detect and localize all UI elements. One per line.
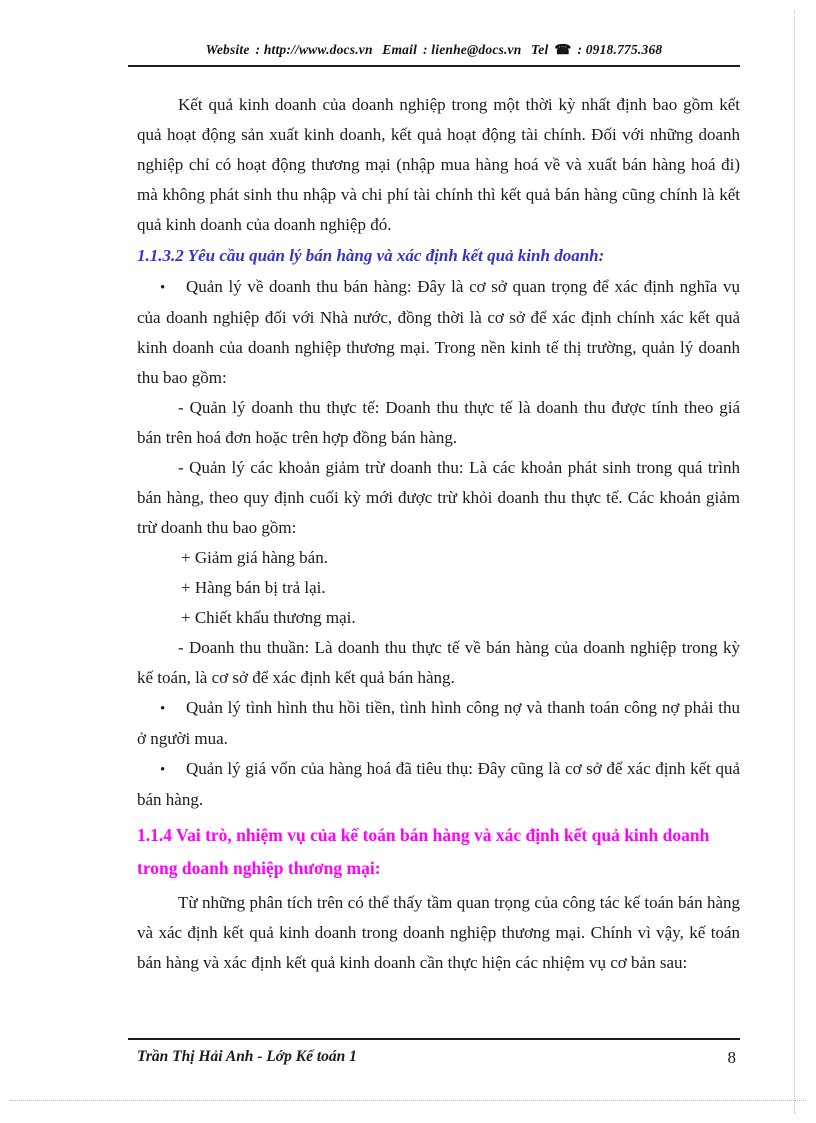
bullet-icon: • xyxy=(160,280,166,296)
tel-value: : 0918.775.368 xyxy=(577,42,663,57)
plus-item-trade-discount: + Chiết khấu thương mại. xyxy=(181,608,356,627)
dash-item-net-revenue: - Doanh thu thuần: Là doanh thu thực tế về bán hàng của doanh nghiệp trong kỳ kế toán, là cơ sở để xác định kết quả bán hàng. xyxy=(137,638,740,687)
page-header xyxy=(128,42,740,67)
section-heading-1-1-3-2: 1.1.3.2 Yêu cầu quản lý bán hàng và xác định kết quả kinh doanh: xyxy=(137,246,605,265)
footer-author: Trần Thị Hải Anh - Lớp Kế toán 1 xyxy=(137,1048,357,1065)
dash-item-revenue-deductions: - Quản lý các khoản giảm trừ doanh thu: Là các khoản phát sinh trong quá trình bán hàng, theo quy định cuối kỳ mới được trừ khỏi doanh thu thực tế. Các khoản giảm trừ doanh thu bao gồm: xyxy=(137,458,740,537)
bullet-icon: • xyxy=(160,701,166,717)
page-boundary-bottom xyxy=(10,1100,806,1101)
bullet-item-revenue-management xyxy=(137,272,740,393)
website-value: : http://www.docs.vn xyxy=(255,42,373,57)
document-body xyxy=(137,90,740,978)
email-label: Email xyxy=(382,42,418,57)
tel-label: Tel xyxy=(531,42,549,57)
bullet-item-debt-collection xyxy=(137,693,740,754)
email-value: : lienhe@docs.vn xyxy=(423,42,522,57)
phone-icon: ☎ xyxy=(554,42,572,57)
bullet-icon: • xyxy=(160,762,166,778)
paragraph-tasks-intro: Từ những phân tích trên có thể thấy tầm quan trọng của công tác kế toán bán hàng và xác định kết quả kinh doanh trong doanh nghiệp thương mại. Chính vì vậy, kế toán bán hàng và xác định kết quả kinh doanh cần thực hiện các nhiệm vụ cơ bản sau: xyxy=(137,893,740,972)
dash-item-actual-revenue: - Quản lý doanh thu thực tế: Doanh thu thực tế là doanh thu được tính theo giá bán trên hoá đơn hoặc trên hợp đồng bán hàng. xyxy=(137,398,740,447)
website-label: Website xyxy=(205,42,250,57)
section-heading-1-1-4: 1.1.4 Vai trò, nhiệm vụ của kế toán bán hàng và xác định kết quả kinh doanh trong doanh nghiệp thương mại: xyxy=(137,825,710,878)
bullet-item-cost-of-goods xyxy=(137,754,740,815)
paragraph-intro: Kết quả kinh doanh của doanh nghiệp trong một thời kỳ nhất định bao gồm kết quả hoạt động sản xuất kinh doanh, kết quả hoạt động tài chính. Đối với những doanh nghiệp chỉ có hoạt động thương mại (nhập mua hàng hoá về và xuất bán hàng hoá đi) mà không phát sinh thu nhập và chi phí tài chính thì kết quả bán hàng cũng chính là kết quả kinh doanh của doanh nghiệp đó. xyxy=(137,95,740,234)
plus-item-returned-goods: + Hàng bán bị trả lại. xyxy=(181,578,326,597)
bullet-text: Quản lý về doanh thu bán hàng: Đây là cơ sở quan trọng để xác định nghĩa vụ của doanh nghiệp đối với Nhà nước, đồng thời là cơ sở để xác định chính xác kết quả kinh doanh của doanh nghiệp thương mại. Trong nền kinh tế thị trường, quản lý doanh thu bao gồm: xyxy=(137,277,740,387)
page-boundary-right xyxy=(794,10,795,1113)
bullet-text: Quản lý tình hình thu hồi tiền, tình hình công nợ và thanh toán công nợ phải thu ở người mua. xyxy=(137,698,740,748)
plus-item-sales-discount: + Giảm giá hàng bán. xyxy=(181,548,328,567)
bullet-text: Quản lý giá vốn của hàng hoá đã tiêu thụ: Đây cũng là cơ sở để xác định kết quả bán hàng. xyxy=(137,759,740,809)
page-number: 8 xyxy=(727,1048,736,1067)
page-footer xyxy=(128,1038,740,1068)
